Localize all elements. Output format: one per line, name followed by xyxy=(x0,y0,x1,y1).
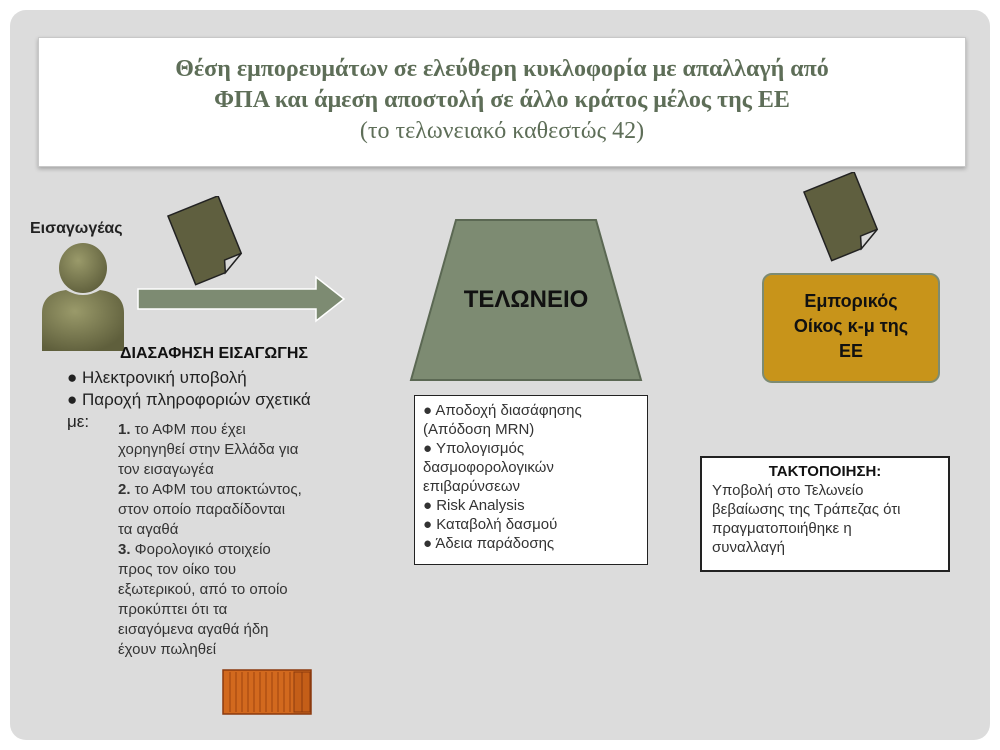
declaration-bullet-1: ● Ηλεκτρονική υποβολή xyxy=(67,368,247,387)
trade-house-line: ΕΕ xyxy=(838,341,863,361)
customs-item: δασμοφορολογικών xyxy=(423,459,554,476)
customs-item: ● Αποδοχή διασάφησης xyxy=(423,402,582,419)
item-text: έχουν πωληθεί xyxy=(118,641,217,658)
customs-item: ● Καταβολή δασμού xyxy=(423,516,558,533)
title-line-3: (το τελωνειακό καθεστώς 42) xyxy=(359,118,645,144)
settlement-line: βεβαίωσης της Τράπεζας ότι xyxy=(712,501,901,518)
document-icon-2 xyxy=(796,172,886,262)
item-text: τα αγαθά xyxy=(118,521,179,538)
declaration-bullet-2-cont: με: xyxy=(67,412,90,431)
settlement-line: συναλλαγή xyxy=(712,539,785,556)
shipping-container-icon xyxy=(222,668,312,716)
item-text: το ΑΦΜ που έχει xyxy=(130,421,246,438)
arrow-right-icon xyxy=(136,275,348,323)
trade-house-line: Εμπορικός xyxy=(804,291,898,311)
customs-item: (Απόδοση MRN) xyxy=(423,421,535,438)
trade-house-box xyxy=(762,273,940,383)
trade-house-line: Οίκος κ-μ της xyxy=(793,316,909,336)
item-text: Φορολογικό στοιχείο xyxy=(130,541,271,558)
title-box xyxy=(38,37,966,167)
item-text: στον οποίο παραδίδονται xyxy=(118,501,286,518)
item-text: χορηγηθεί στην Ελλάδα για xyxy=(118,441,299,458)
item-text: το ΑΦΜ του αποκτώντος, xyxy=(130,481,302,498)
title-line-1: Θέση εμπορευμάτων σε ελεύθερη κυκλοφορία με απαλλαγή από xyxy=(175,56,829,82)
customs-item: ● Άδεια παράδοσης xyxy=(423,535,555,552)
title-line-2: ΦΠΑ και άμεση αποστολή σε άλλο κράτος μέλος της ΕΕ xyxy=(214,87,790,113)
customs-item: ● Risk Analysis xyxy=(423,497,525,514)
declaration-heading: ΔΙΑΣΑΦΗΣΗ ΕΙΣΑΓΩΓΗΣ xyxy=(120,345,309,362)
item-text: προς τον οίκο του xyxy=(118,561,237,578)
customs-item: ● Υπολογισμός xyxy=(423,440,525,457)
settlement-box xyxy=(700,456,950,572)
customs-label: ΤΕΛΩΝΕΙΟ xyxy=(463,286,589,313)
declaration-items xyxy=(118,420,302,660)
settlement-heading: ΤΑΚΤΟΠΟΙΗΣΗ: xyxy=(768,463,882,480)
item-text: εξωτερικού, από το οποίο xyxy=(118,581,288,598)
item-number: 1. xyxy=(118,421,131,438)
customs-actions-box xyxy=(414,395,648,565)
item-number: 2. xyxy=(118,481,131,498)
declaration-bullet-2: ● Παροχή πληροφοριών σχετικά xyxy=(67,390,311,409)
item-text: εισαγόμενα αγαθά ήδη xyxy=(118,621,269,638)
customs-item: επιβαρύνσεων xyxy=(423,478,521,495)
document-icon xyxy=(160,196,250,286)
importer-label: Εισαγωγέας xyxy=(30,220,123,237)
item-number: 3. xyxy=(118,541,131,558)
settlement-line: πραγματοποιήθηκε η xyxy=(712,520,852,537)
settlement-line: Υποβολή στο Τελωνείο xyxy=(712,482,864,499)
item-text: τον εισαγωγέα xyxy=(118,461,214,478)
person-icon xyxy=(38,243,128,351)
item-text: προκύπτει ότι τα xyxy=(118,601,228,618)
